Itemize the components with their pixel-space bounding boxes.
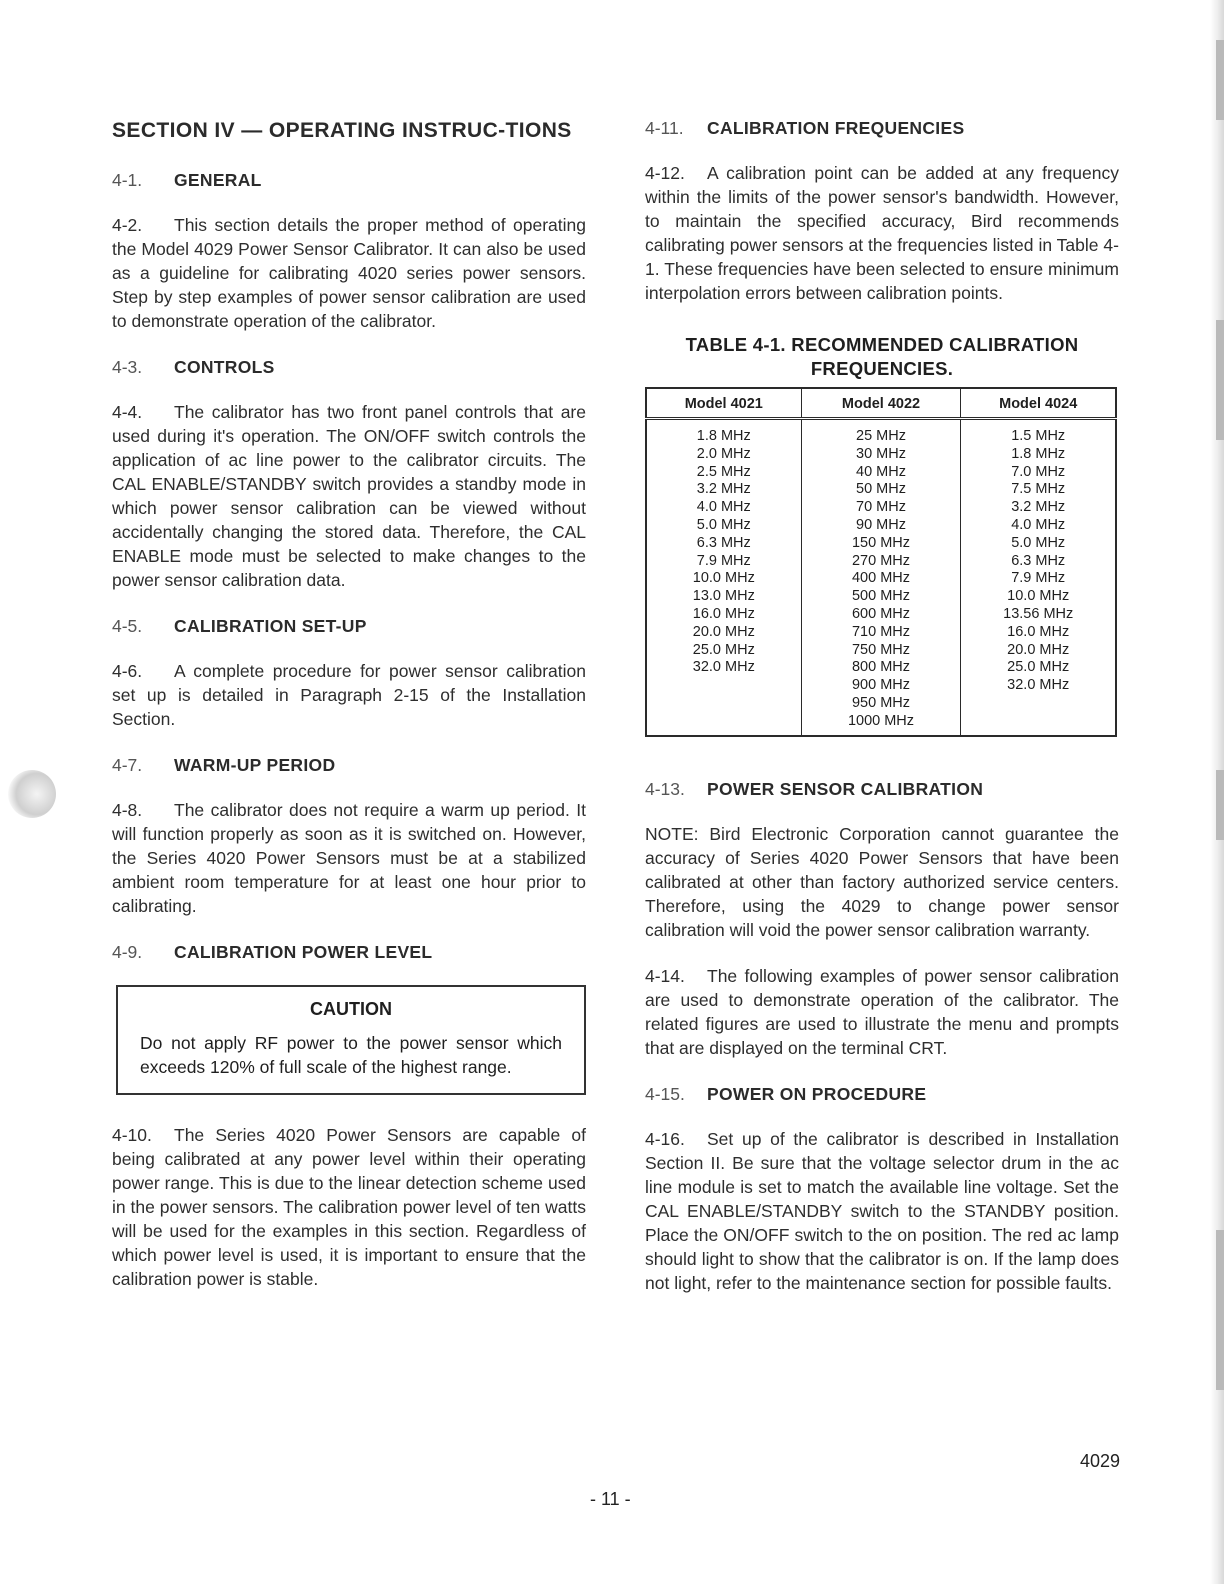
table-column-model-4021	[646, 419, 801, 736]
table-cell: 3.2 MHz	[696, 481, 751, 498]
table-cell: 90 MHz	[856, 516, 906, 533]
heading-number: 4-7.	[112, 755, 143, 775]
paragraph-text: The following examples of power sensor calibration are used to demonstrate operation of the calibrator. The related figures are used to illustrate the menu and prompts that are displayed on the terminal CRT.	[645, 965, 1119, 1058]
heading-title: CONTROLS	[174, 357, 275, 377]
table-cell: 800 MHz	[851, 659, 910, 676]
table-cell: 7.0 MHz	[1011, 463, 1066, 480]
table-cell: 10.0 MHz	[692, 570, 755, 587]
paragraph-number: 4-8.	[112, 800, 143, 820]
paragraph-number: 4-14.	[645, 965, 685, 986]
paragraph-text: Set up of the calibrator is described in Installation Section II. Be sure that the voltage selector drum in the ac line module is set to match the available line voltage. Set the CAL ENABLE/STANDBY switch to the STANDBY position. Place the ON/OFF switch to the on position. The red ac lamp should light to show that the calibrator is on. If the lamp does not light, refer to the maintenance section for possible faults.	[645, 1128, 1119, 1293]
table-column-model-4024	[961, 419, 1116, 736]
table-cell: 2.0 MHz	[696, 445, 751, 462]
section-heading	[112, 168, 586, 192]
table-cell: 1.8 MHz	[696, 428, 751, 444]
table-cell: 10.0 MHz	[1007, 588, 1070, 605]
table-cell: 500 MHz	[851, 588, 910, 605]
table-header-model-4021: Model 4021	[646, 388, 801, 419]
table-cell: 20.0 MHz	[1007, 641, 1070, 658]
left-column	[112, 116, 586, 1313]
paragraph-text: The calibrator has two front panel controls that are used during it's operation. The ON/OFF switch controls the application of ac line power to the calibrator circuits. The CAL ENABLE/STANDBY switch provides a standby mode in which power sensor calibration can be viewed without accidentally changing the stored data. Therefore, the CAL ENABLE mode must be selected to make changes to the power sensor calibration data.	[112, 402, 586, 590]
table-cell: 25.0 MHz	[1007, 659, 1070, 676]
table-cell: 3.2 MHz	[1011, 499, 1066, 516]
paragraph	[645, 161, 1119, 305]
table-header-model-4024: Model 4024	[961, 388, 1116, 419]
table-cell: 7.9 MHz	[1011, 570, 1066, 587]
paragraph	[112, 213, 586, 333]
caution-title: CAUTION	[310, 999, 392, 1019]
paragraph	[112, 798, 586, 918]
table-cell: 1.8 MHz	[1011, 445, 1066, 462]
table-column-model-4022	[801, 419, 961, 736]
paragraph-text: This section details the proper method of operating the Model 4029 Power Sensor Calibrator. It can also be used as a guideline for calibrating 4020 series power sensors. Step by step examples of power sensor calibration are used to demonstrate operation of the calibrator.	[112, 215, 586, 331]
paragraph-text: A calibration point can be added at any frequency within the limits of the power sensor's bandwidth. However, to maintain the specified accuracy, Bird recommends calibrating power sensors at the frequencies listed in Table 4-1. These frequencies have been selected to ensure minimum interpolation errors between calibration points.	[645, 163, 1119, 303]
heading-title: CALIBRATION POWER LEVEL	[174, 942, 433, 962]
paragraph	[645, 964, 1119, 1060]
binder-punch-hole	[8, 770, 56, 818]
paragraph-text: The calibrator does not require a warm up period. It will function properly as soon as it is switched on. However, the Series 4020 Power Sensors must be at a stabilized ambient room temperature for at least one hour prior to calibrating.	[112, 800, 586, 916]
table-cell: 400 MHz	[851, 570, 910, 587]
paragraph-number: 4-6.	[112, 661, 143, 681]
table-cell: 950 MHz	[851, 694, 910, 711]
paragraph-text: A complete procedure for power sensor calibration set up is detailed in Paragraph 2-15 of the Installation Section.	[112, 661, 586, 729]
section-heading	[112, 614, 586, 638]
table-cell: 7.5 MHz	[1011, 481, 1066, 498]
paragraph	[645, 1127, 1119, 1295]
table-cell: 5.0 MHz	[696, 516, 751, 533]
table-cell: 900 MHz	[851, 677, 910, 694]
heading-number: 4-1.	[112, 170, 143, 190]
table-cell: 750 MHz	[851, 641, 910, 658]
table-title: TABLE 4-1. RECOMMENDED CALIBRATION FREQUENCIES.	[685, 334, 1079, 379]
table-cell: 32.0 MHz	[1007, 677, 1070, 694]
section-heading	[645, 116, 1119, 140]
left-blocks	[112, 168, 586, 964]
table-cell: 4.0 MHz	[696, 499, 751, 516]
heading-number: 4-5.	[112, 616, 143, 636]
heading-title: CALIBRATION SET-UP	[174, 616, 367, 636]
page-edge-mark	[1216, 770, 1224, 840]
heading-number: 4-9.	[112, 942, 143, 962]
table-cell: 5.0 MHz	[1011, 534, 1066, 551]
table-cell: 6.3 MHz	[1011, 552, 1066, 569]
table-cell: 25 MHz	[856, 428, 906, 444]
heading-title: CALIBRATION FREQUENCIES	[707, 118, 965, 138]
table-cell: 710 MHz	[851, 623, 910, 640]
table-cell: 16.0 MHz	[692, 605, 755, 622]
page-edge-mark	[1216, 1230, 1224, 1390]
table-cell: 70 MHz	[856, 499, 906, 516]
table-cell: 20.0 MHz	[692, 623, 755, 640]
heading-number: 4-3.	[112, 357, 143, 377]
paragraph	[112, 1123, 586, 1291]
paragraph-number: 4-4.	[112, 402, 143, 422]
paragraph	[112, 659, 586, 731]
table-cell: 25.0 MHz	[692, 641, 755, 658]
section-heading	[112, 355, 586, 379]
footer-model-number: 4029	[1080, 1451, 1121, 1471]
right-blocks-bottom	[645, 777, 1119, 1295]
table-header-model-4022: Model 4022	[801, 388, 961, 419]
section-heading	[112, 753, 586, 777]
paragraph	[645, 822, 1119, 942]
section-heading	[112, 940, 586, 964]
table-cell: 270 MHz	[851, 552, 910, 569]
page-number: - 11 -	[590, 1489, 631, 1509]
paragraph-number: 4-10.	[112, 1125, 152, 1145]
table-cell: 16.0 MHz	[1007, 623, 1070, 640]
table-cell: 6.3 MHz	[696, 534, 751, 551]
heading-title: POWER ON PROCEDURE	[707, 1083, 927, 1104]
right-column	[645, 116, 1119, 1317]
table-cell: 50 MHz	[856, 481, 906, 498]
table-cell: 1.5 MHz	[1011, 428, 1066, 444]
heading-number: 4-15.	[645, 1083, 685, 1104]
caution-box	[116, 985, 586, 1095]
paragraph-text: NOTE: Bird Electronic Corporation cannot guarantee the accuracy of Series 4020 Power Sensors that have been calibrated at other than factory authorized service centers. Therefore, using the 4029 to change power sensor calibration will void the power sensor calibration warranty.	[645, 823, 1119, 940]
section-title: SECTION IV — OPERATING INSTRUC-TIONS	[112, 119, 572, 142]
caution-text: Do not apply RF power to the power sensor which exceeds 120% of full scale of the highest range.	[140, 1033, 562, 1077]
paragraph-text: The Series 4020 Power Sensors are capable of being calibrated at any power level within their operating power range. This is due to the linear detection scheme used in the power sensors. The calibration power level of ten watts will be used for the examples in this section. Regardless of which power level is used, it is important to ensure that the calibration power is stable.	[112, 1125, 586, 1289]
paragraph-number: 4-12.	[645, 163, 685, 183]
table-cell: 30 MHz	[856, 445, 906, 462]
section-heading	[645, 777, 1119, 801]
table-cell: 1000 MHz	[847, 712, 915, 729]
table-cell: 13.56 MHz	[1003, 605, 1074, 622]
page-edge-mark	[1216, 40, 1224, 120]
table-cell: 32.0 MHz	[692, 659, 755, 676]
heading-title: GENERAL	[174, 170, 262, 190]
heading-title: WARM-UP PERIOD	[174, 755, 336, 775]
heading-number: 4-11.	[645, 118, 684, 138]
section-heading	[645, 1082, 1119, 1106]
heading-title: POWER SENSOR CALIBRATION	[707, 778, 984, 799]
table-cell: 7.9 MHz	[696, 552, 751, 569]
table-cell: 600 MHz	[851, 605, 910, 622]
frequency-table	[645, 387, 1117, 737]
table-cell: 2.5 MHz	[696, 463, 751, 480]
table-cell: 13.0 MHz	[692, 588, 755, 605]
table-cell: 150 MHz	[851, 534, 910, 551]
paragraph	[112, 400, 586, 592]
right-blocks-top	[645, 116, 1119, 305]
table-cell: 40 MHz	[856, 463, 906, 480]
paragraph-number: 4-16.	[645, 1128, 685, 1149]
table-cell: 4.0 MHz	[1011, 516, 1066, 533]
heading-number: 4-13.	[645, 778, 685, 799]
paragraph-number: 4-2.	[112, 215, 143, 235]
page-edge-mark	[1216, 320, 1224, 440]
